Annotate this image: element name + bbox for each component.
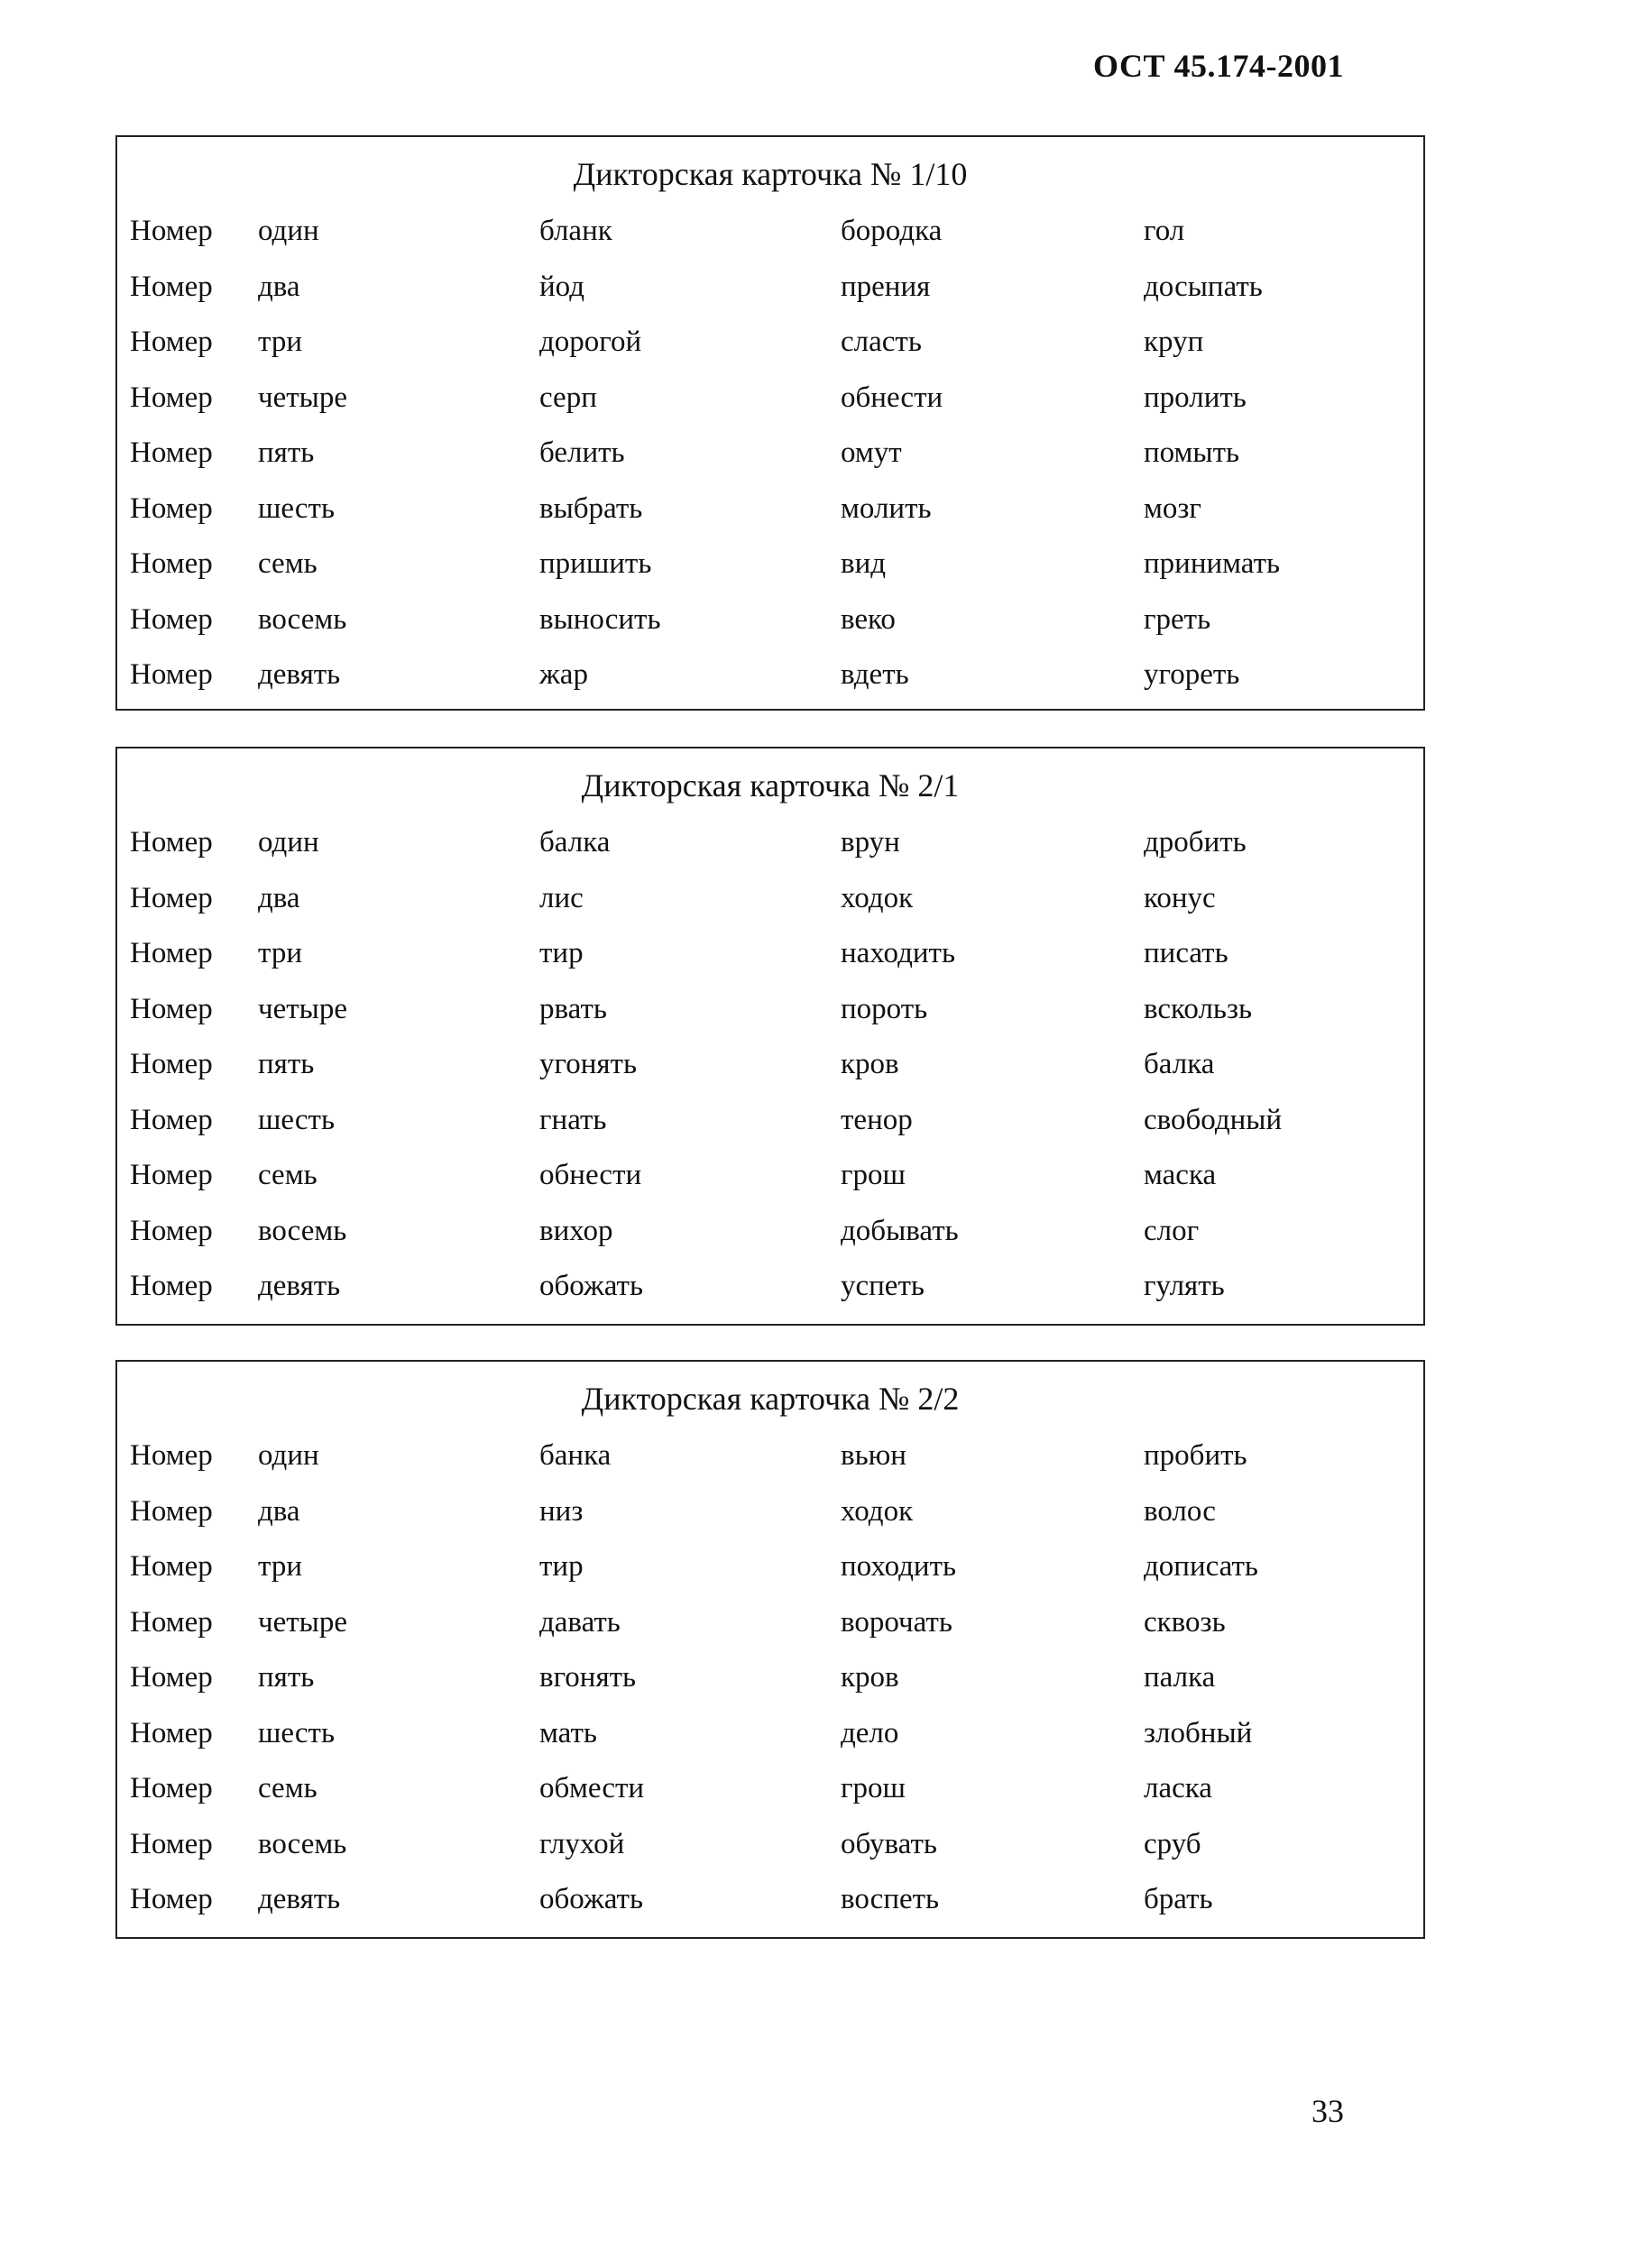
card-row: [117, 1104, 1423, 1160]
test-word: вскользь: [1144, 992, 1253, 1025]
test-word: ласка: [1144, 1772, 1212, 1804]
row-label: Номер: [130, 1605, 213, 1639]
test-word: мозг: [1144, 491, 1201, 525]
row-label: Номер: [130, 1550, 213, 1583]
test-word: ворочать: [841, 1605, 952, 1639]
row-label: Номер: [130, 1661, 213, 1694]
row-label: Номер: [130, 270, 213, 303]
row-number-word: один: [258, 1439, 319, 1472]
row-label: Номер: [130, 215, 213, 247]
card-row: [117, 937, 1423, 993]
row-number-word: пять: [258, 1661, 315, 1694]
test-word: сруб: [1144, 1827, 1201, 1860]
test-word: грош: [841, 1772, 906, 1804]
test-word: брать: [1144, 1883, 1213, 1915]
card-row: [117, 1270, 1423, 1326]
test-word: палка: [1144, 1661, 1216, 1694]
test-word: веко: [841, 602, 896, 636]
test-word: обожать: [539, 1883, 644, 1915]
card-row: [117, 1772, 1423, 1828]
row-label: Номер: [130, 881, 213, 914]
document-code: ОСТ 45.174-2001: [1093, 48, 1344, 84]
row-number-word: восемь: [258, 1214, 347, 1247]
card-title: Дикторская карточка № 1/10: [573, 156, 968, 192]
row-number-word: семь: [258, 1772, 317, 1804]
card-row: [117, 1439, 1423, 1495]
card-row: [117, 1661, 1423, 1717]
announcer-card-2-1: [115, 747, 1425, 1326]
card-row: [117, 826, 1423, 882]
test-word: пролить: [1144, 381, 1247, 414]
test-word: принимать: [1144, 547, 1281, 580]
row-number-word: один: [258, 826, 319, 859]
test-word: угореть: [1144, 658, 1240, 691]
test-word: жар: [539, 658, 588, 691]
row-number-word: четыре: [258, 992, 347, 1025]
test-word: балка: [539, 826, 611, 859]
row-number-word: один: [258, 215, 319, 247]
test-word: прения: [841, 270, 931, 303]
card-row: [117, 882, 1423, 938]
row-number-word: шесть: [258, 491, 335, 525]
row-label: Номер: [130, 1103, 213, 1136]
card-row: [117, 1717, 1423, 1773]
row-label: Номер: [130, 1883, 213, 1915]
card-row: [117, 547, 1423, 603]
row-label: Номер: [130, 1159, 213, 1191]
row-number-word: семь: [258, 547, 317, 580]
test-word: кров: [841, 1661, 899, 1694]
row-label: Номер: [130, 1439, 213, 1472]
test-word: балка: [1144, 1048, 1215, 1080]
row-number-word: три: [258, 326, 302, 358]
card-row: [117, 215, 1423, 271]
card-row: [117, 381, 1423, 437]
row-label: Номер: [130, 1048, 213, 1080]
row-label: Номер: [130, 826, 213, 859]
test-word: лис: [539, 881, 584, 914]
row-number-word: семь: [258, 1159, 317, 1191]
test-word: обнести: [841, 381, 943, 414]
row-number-word: четыре: [258, 1605, 347, 1639]
test-word: сквозь: [1144, 1605, 1226, 1639]
card-rows: [117, 826, 1423, 1326]
test-word: дорогой: [539, 326, 642, 358]
row-label: Номер: [130, 491, 213, 525]
test-word: вдеть: [841, 658, 909, 691]
card-row: [117, 1495, 1423, 1551]
row-label: Номер: [130, 1772, 213, 1804]
row-label: Номер: [130, 937, 213, 969]
card-row: [117, 658, 1423, 714]
test-word: конус: [1144, 881, 1216, 914]
card-row: [117, 1048, 1423, 1104]
row-number-word: два: [258, 881, 300, 914]
card-row: [117, 326, 1423, 381]
test-word: вихор: [539, 1214, 613, 1247]
test-word: волос: [1144, 1494, 1216, 1528]
test-word: вьюн: [841, 1439, 906, 1472]
test-word: пробить: [1144, 1439, 1247, 1472]
card-title: Дикторская карточка № 2/2: [581, 1381, 960, 1417]
test-word: гнать: [539, 1103, 607, 1136]
row-label: Номер: [130, 1827, 213, 1860]
test-word: молить: [841, 491, 932, 525]
announcer-card-2-2: [115, 1360, 1425, 1939]
test-word: бланк: [539, 215, 612, 247]
row-number-word: пять: [258, 436, 315, 469]
test-word: круп: [1144, 326, 1204, 358]
test-word: глухой: [539, 1827, 625, 1860]
test-word: вгонять: [539, 1661, 637, 1694]
test-word: бородка: [841, 215, 943, 247]
test-word: слог: [1144, 1214, 1200, 1247]
test-word: походить: [841, 1550, 957, 1583]
test-word: обожать: [539, 1270, 644, 1302]
card-row: [117, 1159, 1423, 1215]
card-row: [117, 1883, 1423, 1939]
test-word: обнести: [539, 1159, 642, 1191]
test-word: помыть: [1144, 436, 1240, 469]
test-word: досыпать: [1144, 270, 1263, 303]
test-word: дело: [841, 1716, 899, 1749]
test-word: серп: [539, 381, 597, 414]
test-word: вид: [841, 547, 887, 580]
card-rows: [117, 1439, 1423, 1939]
row-label: Номер: [130, 658, 213, 691]
row-number-word: девять: [258, 1270, 341, 1302]
test-word: дописать: [1144, 1550, 1258, 1583]
test-word: выносить: [539, 602, 661, 636]
row-label: Номер: [130, 436, 213, 469]
test-word: тенор: [841, 1103, 913, 1136]
card-row: [117, 993, 1423, 1049]
row-number-word: два: [258, 270, 300, 303]
row-label: Номер: [130, 992, 213, 1025]
row-number-word: восемь: [258, 1827, 347, 1860]
test-word: дробить: [1144, 826, 1247, 859]
row-number-word: восемь: [258, 602, 347, 636]
test-word: давать: [539, 1605, 621, 1639]
test-word: ходок: [841, 881, 914, 914]
test-word: маска: [1144, 1159, 1217, 1191]
test-word: обувать: [841, 1827, 937, 1860]
test-word: белить: [539, 436, 625, 469]
test-word: рвать: [539, 992, 607, 1025]
test-word: воспеть: [841, 1883, 940, 1915]
row-number-word: пять: [258, 1048, 315, 1080]
row-number-word: девять: [258, 658, 341, 691]
test-word: добывать: [841, 1214, 959, 1247]
test-word: писать: [1144, 937, 1228, 969]
card-row: [117, 436, 1423, 492]
row-number-word: три: [258, 1550, 302, 1583]
test-word: ходок: [841, 1494, 914, 1528]
test-word: тир: [539, 1550, 584, 1583]
test-word: пришить: [539, 547, 652, 580]
test-word: мать: [539, 1716, 597, 1749]
test-word: гол: [1144, 215, 1185, 247]
test-word: свободный: [1144, 1103, 1283, 1136]
test-word: пороть: [841, 992, 928, 1025]
row-label: Номер: [130, 1494, 213, 1528]
test-word: греть: [1144, 602, 1211, 636]
row-number-word: три: [258, 937, 302, 969]
card-rows: [117, 215, 1423, 714]
test-word: угонять: [539, 1048, 638, 1080]
row-label: Номер: [130, 547, 213, 580]
test-word: выбрать: [539, 491, 643, 525]
test-word: йод: [539, 270, 584, 303]
test-word: тир: [539, 937, 584, 969]
page-number: 33: [1311, 2093, 1344, 2129]
test-word: низ: [539, 1494, 584, 1528]
row-number-word: шесть: [258, 1716, 335, 1749]
test-word: грош: [841, 1159, 906, 1191]
test-word: злобный: [1144, 1716, 1253, 1749]
row-number-word: четыре: [258, 381, 347, 414]
card-row: [117, 271, 1423, 326]
card-row: [117, 1828, 1423, 1884]
test-word: кров: [841, 1048, 899, 1080]
card-row: [117, 1606, 1423, 1662]
test-word: гулять: [1144, 1270, 1225, 1302]
card-title: Дикторская карточка № 2/1: [581, 767, 960, 803]
test-word: сласть: [841, 326, 922, 358]
row-label: Номер: [130, 602, 213, 636]
row-number-word: два: [258, 1494, 300, 1528]
row-number-word: шесть: [258, 1103, 335, 1136]
test-word: находить: [841, 937, 956, 969]
row-label: Номер: [130, 326, 213, 358]
announcer-card-1-10: [115, 135, 1425, 711]
test-word: банка: [539, 1439, 612, 1472]
row-number-word: девять: [258, 1883, 341, 1915]
test-word: омут: [841, 436, 902, 469]
test-word: успеть: [841, 1270, 925, 1302]
card-row: [117, 1550, 1423, 1606]
row-label: Номер: [130, 1270, 213, 1302]
row-label: Номер: [130, 381, 213, 414]
row-label: Номер: [130, 1716, 213, 1749]
row-label: Номер: [130, 1214, 213, 1247]
card-row: [117, 492, 1423, 548]
test-word: врун: [841, 826, 900, 859]
card-row: [117, 1215, 1423, 1271]
test-word: обмести: [539, 1772, 645, 1804]
card-row: [117, 603, 1423, 659]
